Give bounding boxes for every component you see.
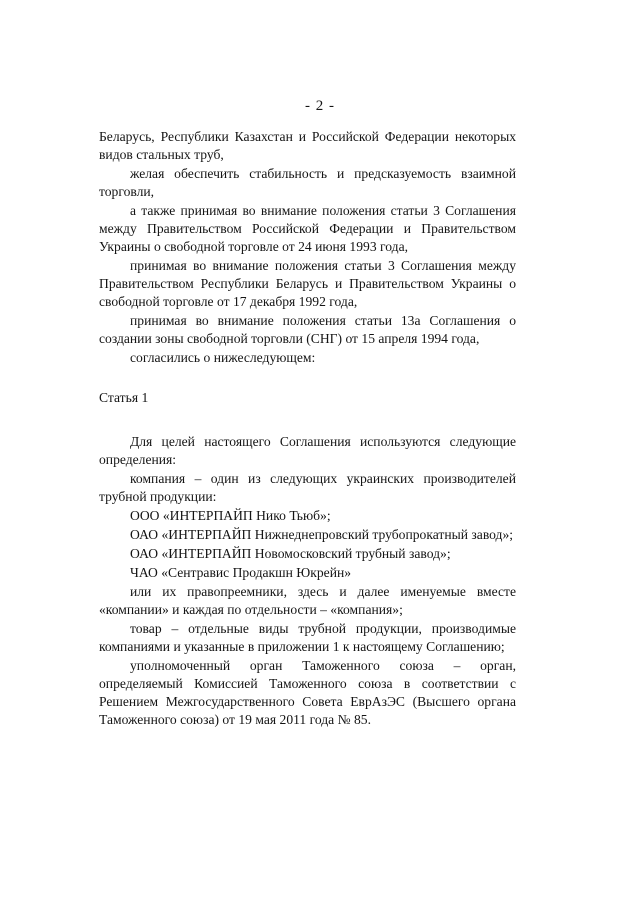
authority-definition: уполномоченный орган Таможенного союза – орган, определяемый Комиссией Таможенного союза в соответствии с Решением Межгосударственного Совета ЕврАзЭС (Высшего органа Таможенного союза) от 19 мая 2011 года № 85. [99, 658, 516, 727]
intro-paragraph-agreed: согласились о нижеследующем: [130, 350, 316, 365]
article-intro: Для целей настоящего Соглашения используются следующие определения: [99, 434, 516, 467]
intro-paragraph-stability: желая обеспечить стабильность и предсказуемость взаимной торговли, [99, 166, 516, 199]
intro-paragraph-cis: принимая во внимание положения статьи 13а Соглашения о создании зоны свободной торговли (СНГ) от 15 апреля 1994 года, [99, 313, 516, 346]
company-list-item: ЧАО «Сентравис Продакшн Юкрейн» [130, 565, 352, 580]
page-number: - 2 - [305, 98, 335, 114]
intro-paragraph-belarus-ukraine: принимая во внимание положения статьи 3 Соглашения между Правительством Республики Беларусь и Правительством Украины о свободной торговле от 17 декабря 1992 года, [99, 258, 516, 309]
intro-paragraph-continuation: Беларусь, Республики Казахстан и Российской Федерации некоторых видов стальных труб, [99, 129, 516, 162]
company-definition: компания – один из следующих украинских производителей трубной продукции: [99, 471, 516, 504]
intro-paragraph-russia-ukraine: а также принимая во внимание положения статьи 3 Соглашения между Правительством Российской Федерации и Правительством Украины о свободной торговле от 24 июня 1993 года, [99, 203, 516, 254]
company-list-item: ОАО «ИНТЕРПАЙП Нижнеднепровский трубопрокатный завод»; [130, 527, 514, 542]
goods-definition: товар – отдельные виды трубной продукции, производимые компаниями и указанные в приложении 1 к настоящему Соглашению; [99, 621, 516, 654]
article-heading: Статья 1 [99, 390, 149, 405]
company-list-item: ОАО «ИНТЕРПАЙП Новомосковский трубный завод»; [130, 546, 451, 561]
successors-text: или их правопреемники, здесь и далее именуемые вместе «компании» и каждая по отдельности – «компания»; [99, 584, 516, 617]
document-body [99, 128, 516, 730]
company-list-item: ООО «ИНТЕРПАЙП Нико Тьюб»; [130, 508, 331, 523]
